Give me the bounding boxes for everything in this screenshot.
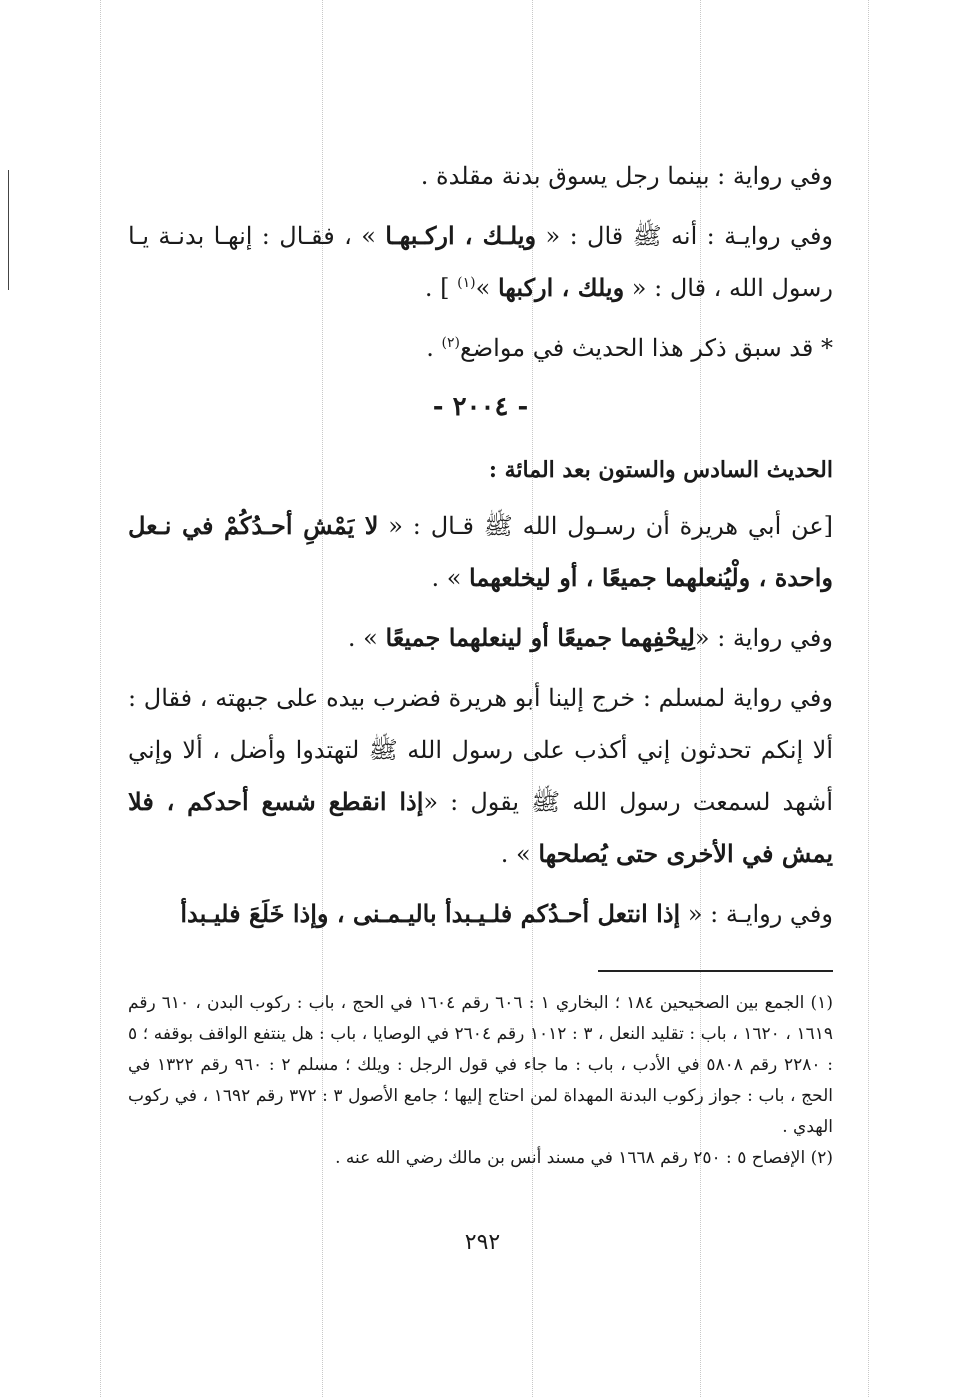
paragraph-4-end: » . (431, 564, 470, 592)
dotted-guide (868, 0, 869, 1397)
dotted-guide (100, 0, 101, 1397)
paragraph-1-text: وفي رواية : بينما رجل يسوق بدنة مقلدة . (420, 162, 833, 190)
footnote-divider (598, 970, 833, 972)
paragraph-2 (128, 210, 833, 314)
paragraph-1 (128, 150, 833, 202)
paragraph-2-text: وفي روايـة : أنه ﷺ قال : « (536, 222, 834, 250)
paragraph-6 (128, 672, 833, 880)
paragraph-3-text: * قد سبق ذكر هذا الحديث في مواضع (460, 334, 833, 362)
hadith-number: - ٢٠٠٤ - (432, 392, 529, 422)
paragraph-2-text-post: » (475, 274, 498, 302)
paragraph-6-bold: إذا انقطع شسع أحدكم ، فلا يمش في الأخرى حتى يُصلحها (128, 787, 833, 868)
paragraph-5-end: » . (347, 624, 386, 652)
page-body (128, 150, 833, 1174)
footnote-ref-1[interactable]: (١) (457, 275, 476, 291)
paragraph-4-text: [عن أبي هريرة أن رسـول الله ﷺ قـال : « (378, 512, 834, 540)
paragraph-6-end: » . (500, 840, 539, 868)
paragraph-2-bold-1: ويلـك ، اركـبهـا (385, 221, 537, 250)
footnote-1: (١) الجمع بين الصحيحين ١٨٤ ؛ البخاري ١ : ٦٠٦ رقم ١٦٠٤ في الحج ، باب : ركوب البدن ، ٦١٠ رقم ١٦١٩ ، ١٦٢٠ ، باب : تقليد النعل ، ٣ : ١٠١٢ رقم ٢٦٠٤ في الوصايا ، باب : هل ينتفع الواقف بوقفه ؛ ٥ : ٢٢٨٠ رقم ٥٨٠٨ في الأدب ، باب : ما جاء في قول الرجل : ويلك ؛ مسلم ٢ : ٩٦٠ رقم ١٣٢٢ في الحج ، باب : جواز ركوب البدنة المهداة لمن احتاج إليها ؛ جامع الأصول ٣ : ٣٧٢ رقم ١٦٩٢ ، في ركوب الهدي . (128, 993, 833, 1137)
footnote-ref-2[interactable]: (٢) (441, 335, 461, 351)
paragraph-5 (128, 612, 833, 664)
paragraph-6-text: وفي رواية لمسلم : خرج إلينا أبو هريرة فضرب بيده على جبهته ، فقال : ألا إنكم تحدثون إني أكذب على رسول الله ﷺ لتهتدوا وأضل ، ألا وإني أشهد لسمعت رسول الله ﷺ يقول : « (128, 684, 834, 816)
paragraph-7-bold: إذا انتعل أحـدُكم فلـيـبدأ باليـمـنى ، وإذا خَلَعَ فليـبدأ (180, 899, 681, 928)
paragraph-5-bold: لِيحْفِهما جميعًا أو لينعلهما جميعًا (385, 623, 695, 652)
scan-edge-line (8, 170, 9, 290)
paragraph-7-text: وفي روايـة : « (680, 900, 833, 928)
paragraph-2-text-mid: » ، فقـال : إنهـا بدنـة يـا رسول الله ، قال : « (128, 222, 833, 302)
paragraph-4-bold: لا يَمْشِ أحـدُكُمْ في نـعل واحدة ، ولْيُنعلهما جميعًا ، أو ليخلعهما (128, 511, 833, 592)
page-number: ٢٩٢ (464, 1230, 501, 1255)
paragraph-3-end: . (426, 334, 442, 362)
paragraph-2-end: ] . (424, 274, 458, 302)
paragraph-2-bold-2: ويلك ، اركبها (497, 273, 625, 302)
section-heading: الحديث السادس والستون بعد المائة : (488, 457, 833, 483)
paragraph-5-text: وفي رواية : « (694, 624, 833, 652)
paragraph-4 (128, 500, 833, 604)
footnote-2: (٢) الإفصاح ٥ : ٢٥٠ رقم ١٦٦٨ في مسند أنس بن مالك رضي الله عنه . (335, 1148, 833, 1168)
paragraph-3 (128, 322, 833, 374)
footnotes (128, 988, 833, 1174)
paragraph-7 (128, 888, 833, 940)
